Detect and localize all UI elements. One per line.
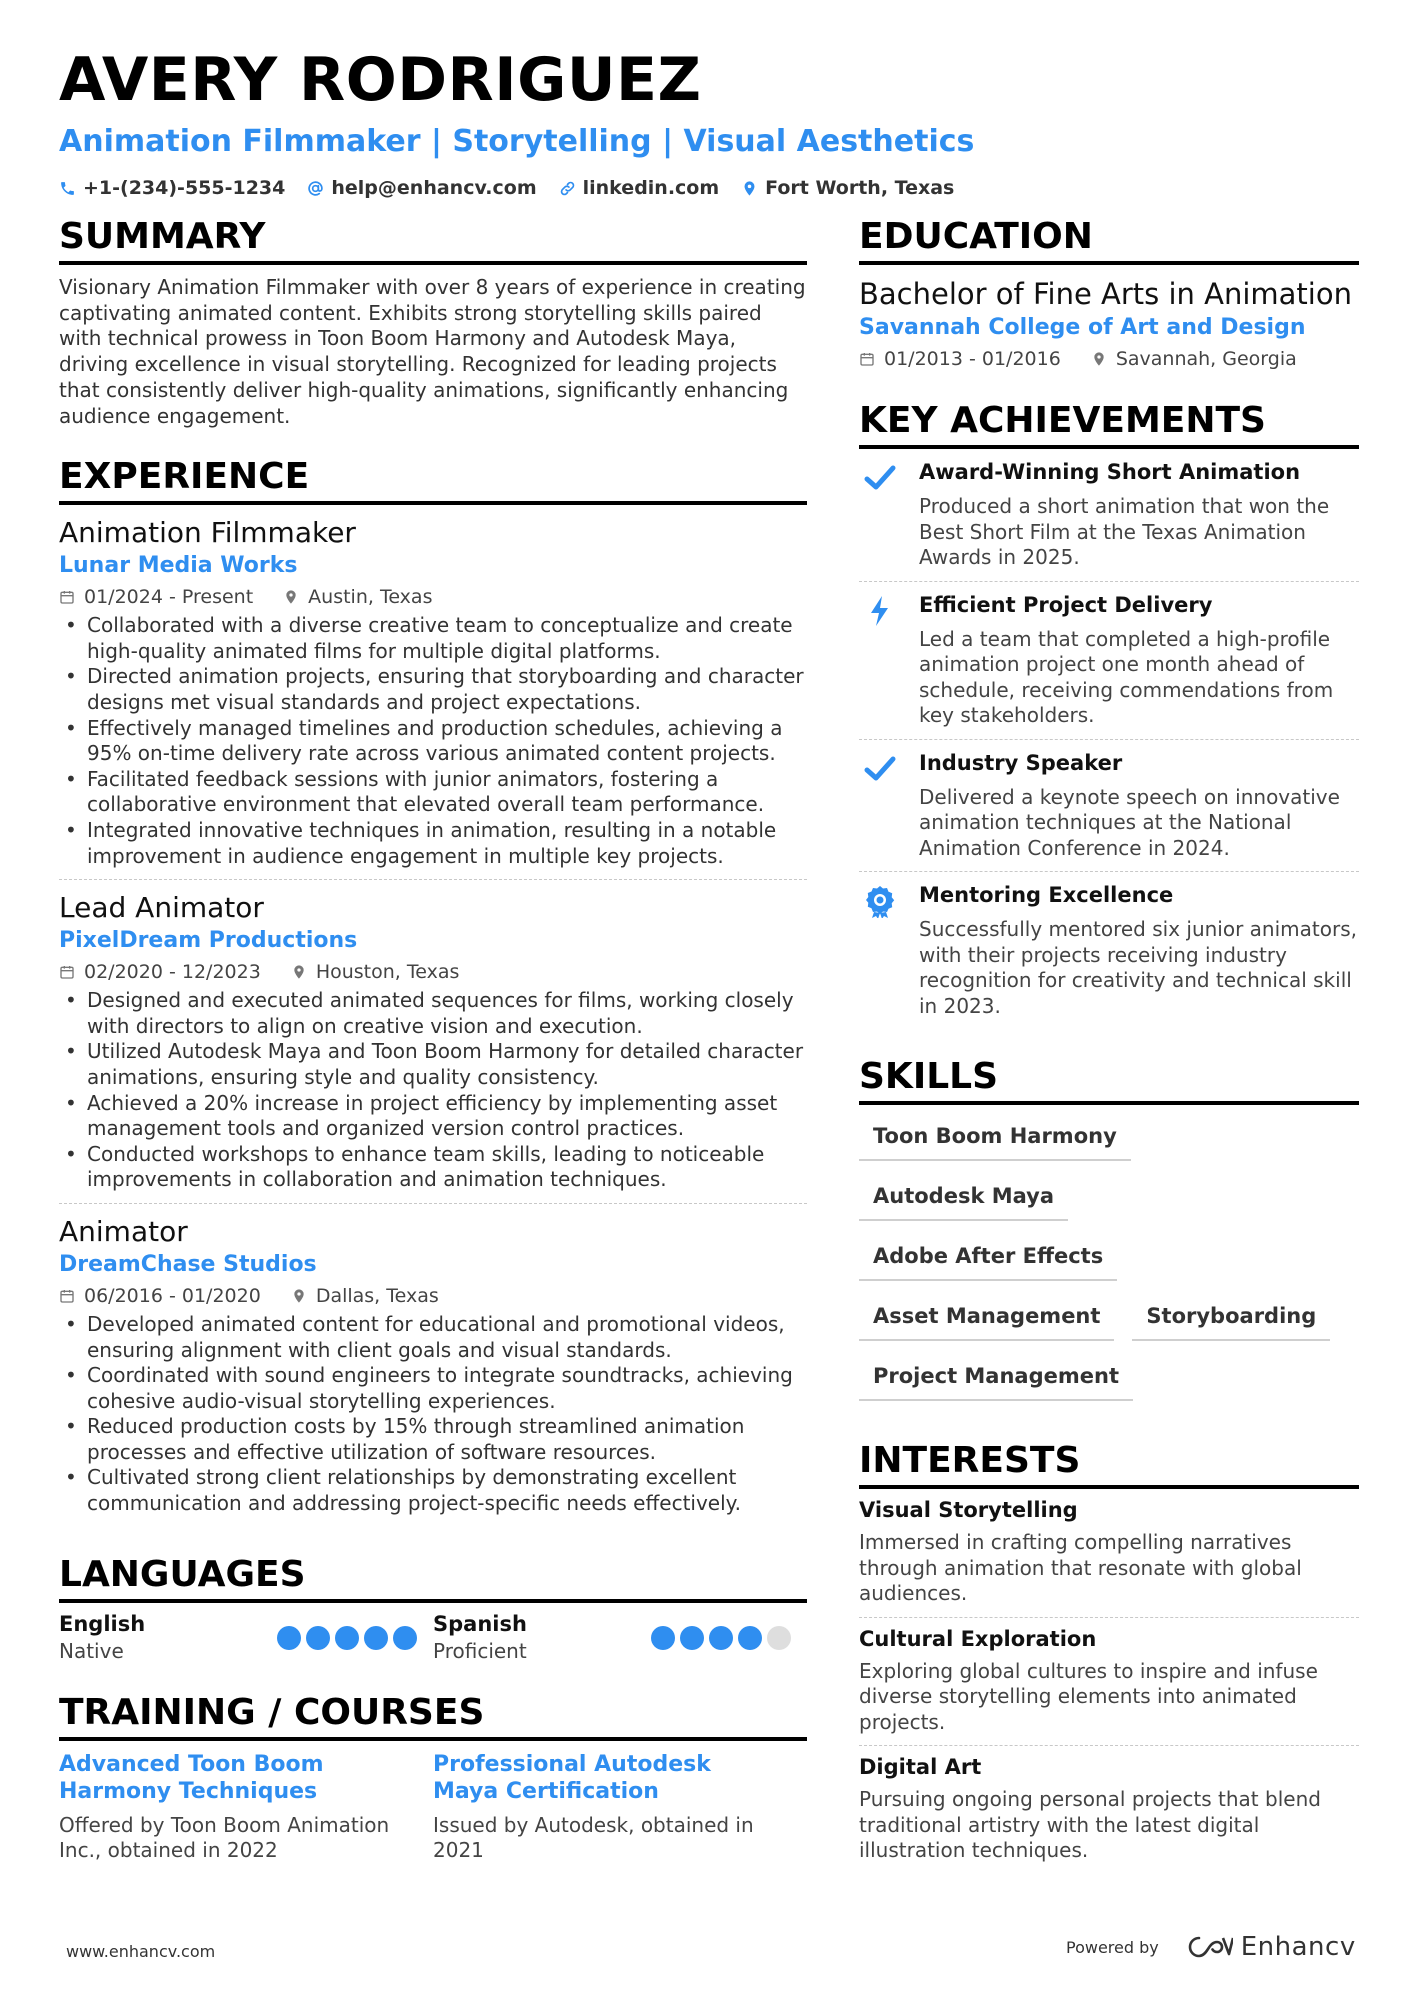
job-bullet: • Developed animated content for educational and promotional videos, ensuring alignment with client goals and visual standards. xyxy=(59,1312,807,1363)
skills-section xyxy=(859,1055,1359,1413)
job-bullets xyxy=(59,613,807,869)
brand-logo[interactable] xyxy=(1187,1932,1356,1962)
job-dates xyxy=(59,583,253,611)
job-dates-text: 01/2024 - Present xyxy=(84,586,254,609)
interest-title: Visual Storytelling xyxy=(859,1498,1078,1522)
job-dates-text: 02/2020 - 12/2023 xyxy=(84,961,261,984)
achievement-body xyxy=(919,750,1359,862)
job-entry xyxy=(59,890,807,1204)
achievement-body xyxy=(919,882,1359,1019)
achievement-item xyxy=(859,449,1359,582)
education-location xyxy=(1091,345,1297,373)
language-item xyxy=(433,1611,807,1665)
calendar-icon xyxy=(59,589,75,605)
achievement-title: Mentoring Excellence xyxy=(919,883,1174,907)
summary-heading: SUMMARY xyxy=(59,215,807,265)
course-description: Offered by Toon Boom Animation Inc., obtained in 2022 xyxy=(59,1812,390,1863)
lightning-icon xyxy=(859,592,919,729)
candidate-tagline: Animation Filmmaker | Storytelling | Visual Aesthetics xyxy=(59,124,975,159)
language-rating xyxy=(651,1626,791,1650)
job-bullets xyxy=(59,988,807,1193)
course-item xyxy=(433,1751,807,1864)
language-name: Spanish xyxy=(433,1611,527,1636)
achievement-body xyxy=(919,459,1359,571)
rating-dot xyxy=(393,1626,417,1650)
education-dates-text: 01/2013 - 01/2016 xyxy=(884,348,1061,370)
skill-tag: Asset Management xyxy=(859,1293,1114,1341)
email-text: help@enhancv.com xyxy=(331,177,537,199)
achievement-item xyxy=(859,582,1359,740)
company-name: PixelDream Productions xyxy=(59,928,358,954)
job-bullet: • Collaborated with a diverse creative team to conceptualize and create high-quality animated films for multiple digital platforms. xyxy=(59,613,807,664)
job-title: Animator xyxy=(59,1214,188,1248)
footer-branding xyxy=(1066,1932,1356,1962)
award-ribbon-icon xyxy=(859,882,919,1019)
languages-list xyxy=(59,1611,807,1665)
education-meta xyxy=(859,345,1359,373)
job-title: Lead Animator xyxy=(59,891,264,925)
job-location-text: Houston, Texas xyxy=(315,961,460,984)
enhancv-logo-icon xyxy=(1187,1934,1233,1960)
job-bullet: • Designed and executed animated sequences for films, working closely with directors to align on creative vision and execution. xyxy=(59,988,807,1039)
languages-heading: LANGUAGES xyxy=(59,1553,807,1603)
experience-section xyxy=(59,455,807,1526)
job-dates-text: 06/2016 - 01/2020 xyxy=(84,1284,261,1307)
achievement-description: Delivered a keynote speech on innovative animation techniques at the National Animation Conference in 2024. xyxy=(919,784,1340,860)
achievement-body xyxy=(919,592,1359,729)
resume-header xyxy=(59,44,1359,200)
candidate-name: AVERY RODRIGUEZ xyxy=(59,45,702,115)
brand-name: Enhancv xyxy=(1240,1932,1356,1962)
achievement-description: Produced a short animation that won the Best Short Film at the Texas Animation Awards in 2025. xyxy=(919,494,1330,569)
skill-tag: Autodesk Maya xyxy=(859,1173,1068,1221)
interest-title: Cultural Exploration xyxy=(859,1626,1097,1651)
education-dates xyxy=(859,345,1061,373)
skills-heading: SKILLS xyxy=(859,1055,1359,1105)
job-location xyxy=(291,1282,439,1310)
company-name: DreamChase Studios xyxy=(59,1251,317,1277)
language-info xyxy=(59,1611,145,1665)
contact-location xyxy=(741,176,954,200)
interests-section xyxy=(859,1439,1359,1874)
interest-item xyxy=(859,1489,1359,1618)
rating-dot xyxy=(738,1626,762,1650)
language-level: Proficient xyxy=(433,1638,527,1663)
linkedin-text: linkedin.com xyxy=(582,177,720,199)
location-pin-icon xyxy=(741,180,758,197)
interest-item xyxy=(859,1618,1359,1747)
interest-description: Exploring global cultures to inspire and infuse diverse storytelling elements into animated projects. xyxy=(859,1658,1318,1734)
interest-description: Immersed in crafting compelling narratives through animation that resonate with global audiences. xyxy=(859,1530,1302,1605)
skill-tag: Toon Boom Harmony xyxy=(859,1113,1131,1161)
job-location-text: Dallas, Texas xyxy=(315,1284,439,1307)
phone-text: +1-(234)-555-1234 xyxy=(83,177,286,199)
job-bullet: • Achieved a 20% increase in project efficiency by implementing asset management tools and organized version control practices. xyxy=(59,1091,807,1142)
achievements-section xyxy=(859,399,1359,1029)
company-name: Lunar Media Works xyxy=(59,553,298,579)
achievement-title: Efficient Project Delivery xyxy=(919,592,1213,617)
interest-description: Pursuing ongoing personal projects that blend traditional artistry with the latest digital illustration techniques. xyxy=(859,1787,1321,1862)
achievement-description: Successfully mentored six junior animators, with their projects receiving industry recognition for creativity and technical skill in 2023. xyxy=(919,917,1357,1018)
calendar-icon xyxy=(859,351,875,367)
summary-text: Visionary Animation Filmmaker with over 8 years of experience in creating captivating animated content. Exhibits strong storytelling skills paired with technical prowess in Toon Boom Harmony and Autodesk Maya, driving excellence in visual storytelling. Recognized for leading projects that consistently deliver high-quality animations, significantly enhancing audience engagement. xyxy=(59,275,806,428)
location-pin-icon xyxy=(291,1288,307,1304)
skill-tag: Adobe After Effects xyxy=(859,1233,1117,1281)
course-title: Advanced Toon Boom Harmony Techniques xyxy=(59,1751,324,1804)
rating-dot xyxy=(277,1626,301,1650)
jobs-list xyxy=(59,515,807,1526)
at-sign-icon xyxy=(307,180,324,197)
contact-bar xyxy=(59,176,1359,200)
interest-title: Digital Art xyxy=(859,1755,982,1779)
skills-list xyxy=(859,1113,1359,1413)
interests-list xyxy=(859,1489,1359,1874)
achievements-heading: KEY ACHIEVEMENTS xyxy=(859,399,1359,449)
job-dates xyxy=(59,1282,261,1310)
rating-dot xyxy=(651,1626,675,1650)
location-pin-icon xyxy=(283,589,299,605)
job-entry xyxy=(59,515,807,880)
contact-email[interactable] xyxy=(307,176,536,200)
skill-tag: Storyboarding xyxy=(1132,1293,1330,1341)
achievements-list xyxy=(859,449,1359,1029)
contact-linkedin[interactable] xyxy=(559,176,720,200)
language-info xyxy=(433,1611,527,1665)
job-bullet: • Utilized Autodesk Maya and Toon Boom Harmony for detailed character animations, ensuring style and quality consistency. xyxy=(59,1039,807,1090)
school-name: Savannah College of Art and Design xyxy=(859,315,1306,340)
job-location xyxy=(291,958,460,986)
location-pin-icon xyxy=(1091,351,1107,367)
location-pin-icon xyxy=(291,964,307,980)
languages-section xyxy=(59,1553,807,1665)
job-bullet: • Integrated innovative techniques in animation, resulting in a notable improvement in audience engagement in multiple key projects. xyxy=(59,818,807,869)
job-location xyxy=(283,583,432,611)
course-item xyxy=(59,1751,433,1864)
rating-dot xyxy=(335,1626,359,1650)
right-column xyxy=(859,215,1359,1900)
job-entry xyxy=(59,1214,807,1527)
job-location-text: Austin, Texas xyxy=(308,586,433,609)
rating-dot xyxy=(709,1626,733,1650)
rating-dot xyxy=(364,1626,388,1650)
job-bullet: • Coordinated with sound engineers to integrate soundtracks, achieving cohesive audio-visual storytelling experiences. xyxy=(59,1363,807,1414)
training-heading: TRAINING / COURSES xyxy=(59,1691,807,1741)
course-description: Issued by Autodesk, obtained in 2021 xyxy=(433,1812,754,1863)
experience-heading: EXPERIENCE xyxy=(59,455,807,505)
rating-dot xyxy=(680,1626,704,1650)
courses-list xyxy=(59,1751,807,1864)
job-bullet: • Directed animation projects, ensuring that storyboarding and character designs met visual standards and project expectations. xyxy=(59,664,807,715)
job-bullet: • Cultivated strong client relationships by demonstrating excellent communication and addressing project-specific needs effectively. xyxy=(59,1465,807,1516)
job-title: Animation Filmmaker xyxy=(59,516,356,550)
rating-dot xyxy=(306,1626,330,1650)
skill-tag: Project Management xyxy=(859,1353,1133,1401)
calendar-icon xyxy=(59,1288,75,1304)
job-bullet: • Reduced production costs by 15% through streamlined animation processes and effective utilization of software resources. xyxy=(59,1414,807,1465)
summary-section xyxy=(59,215,807,429)
job-bullet: • Facilitated feedback sessions with junior animators, fostering a collaborative environment that elevated overall team performance. xyxy=(59,767,807,818)
job-bullet: • Effectively managed timelines and production schedules, achieving a 95% on-time delivery rate across various animated content projects. xyxy=(59,716,807,767)
checkmark-icon xyxy=(859,750,919,862)
job-meta xyxy=(59,1282,807,1310)
rating-dot xyxy=(767,1626,791,1650)
job-dates xyxy=(59,958,261,986)
job-bullets xyxy=(59,1312,807,1517)
language-rating xyxy=(277,1626,417,1650)
link-icon xyxy=(559,180,576,197)
phone-icon xyxy=(59,180,76,197)
footer-website[interactable]: www.enhancv.com xyxy=(66,1942,216,1961)
achievement-title: Industry Speaker xyxy=(919,750,1123,775)
calendar-icon xyxy=(59,964,75,980)
language-name: English xyxy=(59,1611,146,1636)
achievement-title: Award-Winning Short Animation xyxy=(919,460,1301,484)
checkmark-icon xyxy=(859,459,919,571)
job-bullet: • Conducted workshops to enhance team skills, leading to noticeable improvements in collaboration and animation techniques. xyxy=(59,1142,807,1193)
course-title: Professional Autodesk Maya Certification xyxy=(433,1751,711,1804)
contact-phone[interactable] xyxy=(59,176,285,200)
job-meta xyxy=(59,958,807,986)
language-item xyxy=(59,1611,433,1665)
language-level: Native xyxy=(59,1638,124,1663)
education-heading: EDUCATION xyxy=(859,215,1359,265)
job-meta xyxy=(59,583,807,611)
interests-heading: INTERESTS xyxy=(859,1439,1359,1489)
achievement-description: Led a team that completed a high-profile animation project one month ahead of schedule, receiving commendations from key stakeholders. xyxy=(919,626,1334,727)
education-location-text: Savannah, Georgia xyxy=(1115,348,1297,370)
achievement-item xyxy=(859,740,1359,873)
degree-title: Bachelor of Fine Arts in Animation xyxy=(859,277,1352,311)
training-section xyxy=(59,1691,807,1864)
location-text: Fort Worth, Texas xyxy=(765,177,955,199)
powered-by-label: Powered by xyxy=(1066,1937,1159,1957)
interest-item xyxy=(859,1746,1359,1874)
left-column xyxy=(59,215,807,1890)
education-section xyxy=(859,215,1359,373)
achievement-item xyxy=(859,872,1359,1029)
